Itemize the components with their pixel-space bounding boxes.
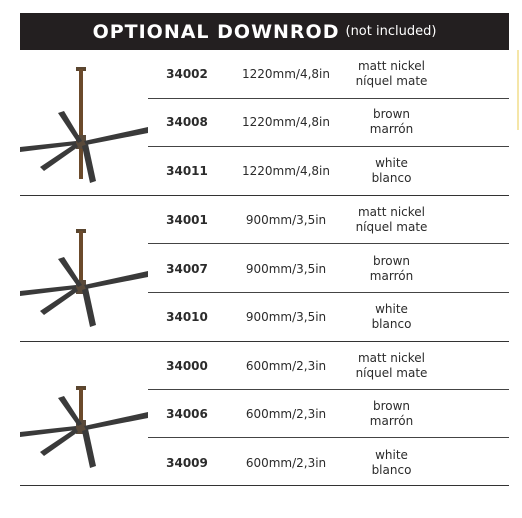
row-divider [148, 243, 509, 244]
finish-color-es: níquel mate [355, 366, 428, 380]
product-code: 34000 [166, 359, 208, 373]
finish-color [344, 156, 439, 186]
row-divider [148, 98, 509, 99]
finish-color-en: brown [372, 399, 411, 413]
finish-color-en: white [375, 448, 408, 462]
row-divider [148, 146, 509, 147]
product-code: 34011 [166, 164, 208, 178]
finish-color [344, 351, 439, 381]
downrod-length: 600mm/2,3in [245, 407, 327, 421]
downrod-length: 600mm/2,3in [245, 359, 327, 373]
section-title: OPTIONAL DOWNROD [92, 20, 340, 43]
finish-color [344, 399, 439, 429]
group-divider [20, 341, 509, 342]
product-code: 34009 [166, 456, 208, 470]
finish-color-en: white [375, 302, 408, 316]
downrod-length: 900mm/3,5in [245, 213, 327, 227]
downrod-length: 1220mm/4,8in [242, 164, 330, 178]
finish-color-en: brown [372, 254, 411, 268]
ceiling-fan-short-downrod-icon [20, 352, 148, 492]
page-edge-decoration [517, 50, 519, 130]
row-divider [148, 389, 509, 390]
finish-color-es: marrón [369, 269, 414, 283]
finish-color-es: blanco [371, 463, 412, 477]
ceiling-fan-medium-downrod-icon [20, 205, 148, 345]
finish-color [344, 205, 439, 235]
finish-color-es: marrón [369, 122, 414, 136]
group-divider [20, 195, 509, 196]
finish-color-es: marrón [369, 414, 414, 428]
finish-color-es: blanco [371, 317, 412, 331]
finish-color [344, 302, 439, 332]
finish-color-en: matt nickel [357, 59, 426, 73]
downrod-length: 900mm/3,5in [245, 310, 327, 324]
finish-color-es: blanco [371, 171, 412, 185]
row-divider [148, 437, 509, 438]
product-code: 34007 [166, 262, 208, 276]
section-subtitle: (not included) [345, 24, 437, 39]
downrod-length: 1220mm/4,8in [242, 115, 330, 129]
downrod-length: 600mm/2,3in [245, 456, 327, 470]
product-code: 34001 [166, 213, 208, 227]
finish-color-en: brown [372, 107, 411, 121]
finish-color [344, 59, 439, 89]
finish-color-en: white [375, 156, 408, 170]
group-divider [20, 485, 509, 486]
finish-color [344, 107, 439, 137]
finish-color-en: matt nickel [357, 351, 426, 365]
finish-color [344, 448, 439, 478]
product-code: 34010 [166, 310, 208, 324]
product-code: 34008 [166, 115, 208, 129]
finish-color [344, 254, 439, 284]
downrod-length: 900mm/3,5in [245, 262, 327, 276]
downrod-length: 1220mm/4,8in [242, 67, 330, 81]
finish-color-es: níquel mate [355, 220, 428, 234]
finish-color-en: matt nickel [357, 205, 426, 219]
row-divider [148, 292, 509, 293]
section-header [20, 13, 509, 50]
product-code: 34002 [166, 67, 208, 81]
product-code: 34006 [166, 407, 208, 421]
ceiling-fan-long-downrod-icon [20, 55, 148, 195]
finish-color-es: níquel mate [355, 74, 428, 88]
